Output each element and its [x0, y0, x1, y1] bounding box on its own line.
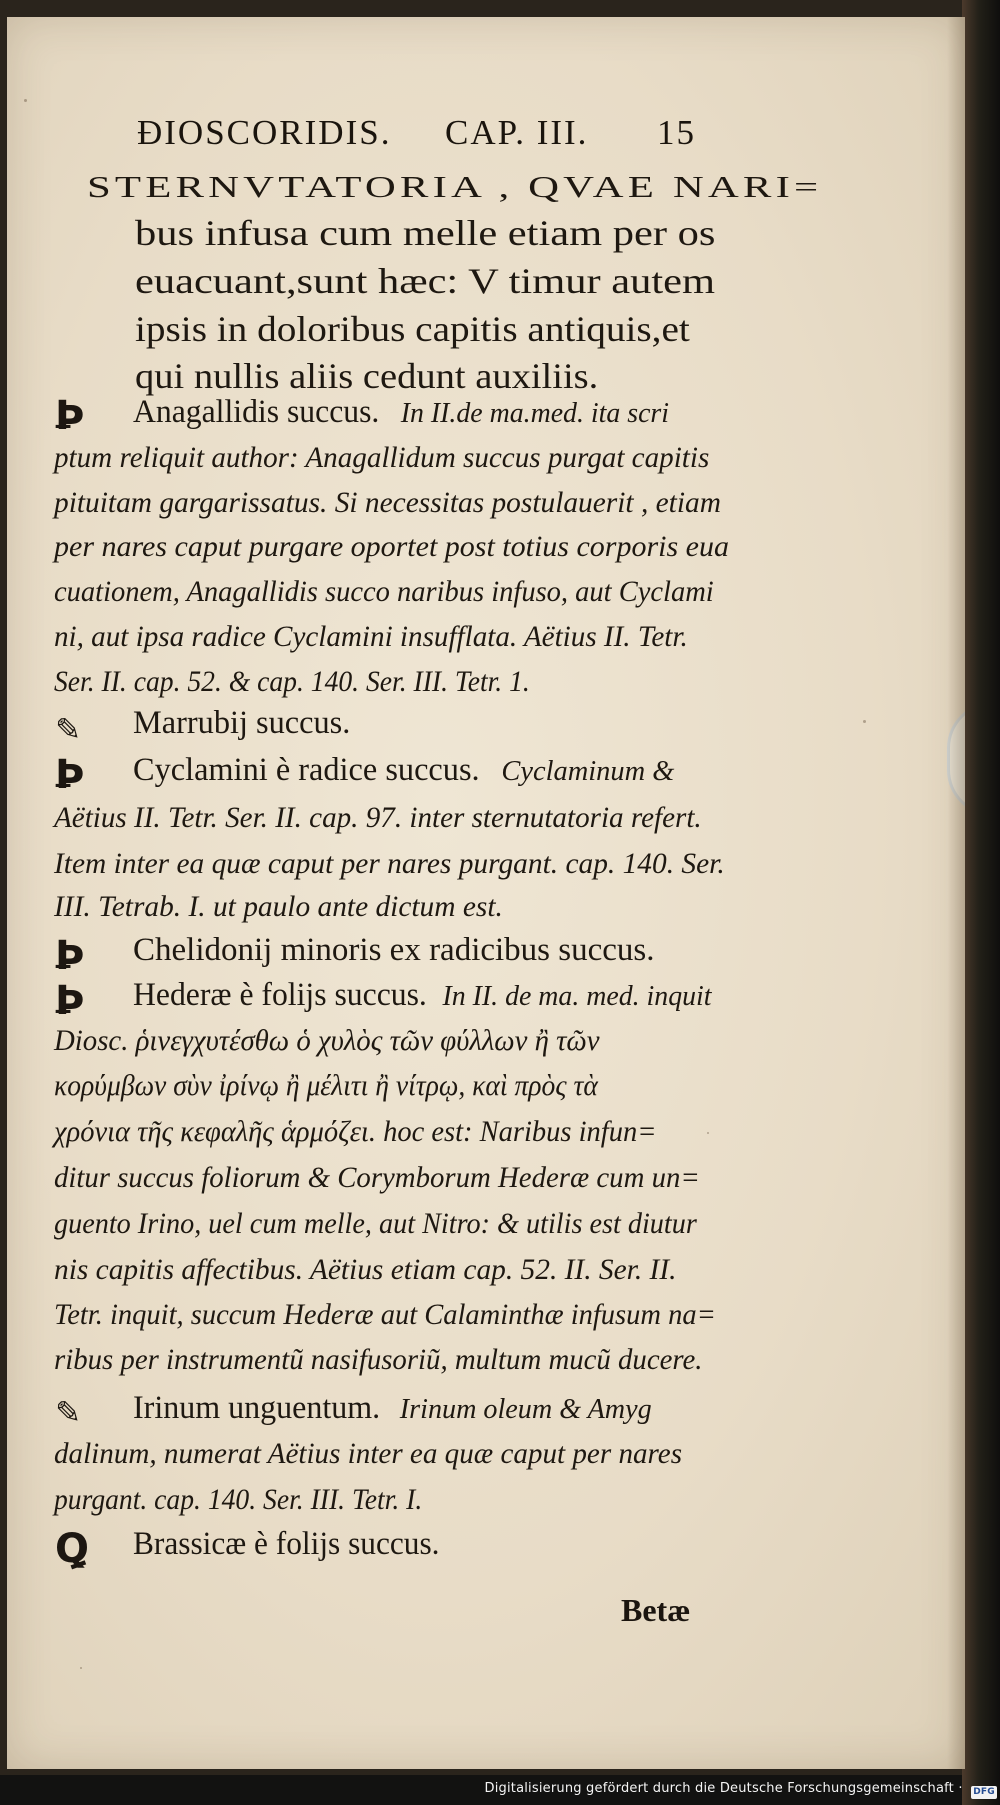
- paper-speck: [80, 1667, 82, 1669]
- paper-speck: [863, 720, 866, 723]
- entry-heading: Cyclamini è radice succus.: [133, 752, 480, 788]
- header-title: ÐIOSCORIDIS.: [137, 113, 392, 152]
- entry-heading: Irinum unguentum.: [133, 1390, 381, 1426]
- alchemical-sign-icon: Ꝧ: [55, 393, 85, 439]
- intro-line: bus infusa cum melle etiam per os: [135, 213, 716, 253]
- entry-note: ni, aut ipsa radice Cyclamini insufflata. Aëtius II. Tetr.: [54, 620, 688, 653]
- entry-note: cuationem, Anagallidis succo naribus infuso, aut Cyclami: [54, 575, 714, 608]
- digitization-footer: [484, 1781, 997, 1799]
- entry-note: Diosc. ῥινεγχυτέσθω ὁ χυλὸς τῶν φύλλων ἢ τῶν: [54, 1024, 600, 1057]
- page-number: 15: [657, 113, 696, 152]
- entry-heading: Anagallidis succus.: [133, 394, 380, 430]
- entry-note: Cyclaminum &: [501, 755, 675, 787]
- scanned-book-page: [7, 17, 965, 1769]
- entry-note: Irinum oleum & Amyg: [399, 1393, 652, 1425]
- entry-line: [133, 977, 712, 1014]
- entry-note: pituitam gargarissatus. Si necessitas postulauerit , etiam: [54, 486, 721, 519]
- paper-speck: [24, 99, 27, 102]
- entry-note: Aëtius II. Tetr. Ser. II. cap. 97. inter sternutatoria refert.: [54, 801, 702, 834]
- intro-line: qui nullis aliis cedunt auxiliis.: [135, 356, 599, 396]
- entry-note: nis capitis affectibus. Aëtius etiam cap. 52. II. Ser. II.: [54, 1253, 677, 1286]
- page-body: [7, 17, 965, 1769]
- alchemical-sign-icon: Ꝗ: [55, 1526, 90, 1572]
- thumb-clip-mark: [947, 702, 965, 816]
- intro-line: STERNVTATORIA , QVAE NARI=: [87, 169, 823, 204]
- entry-note: Ser. II. cap. 52. & cap. 140. Ser. III. Tetr. 1.: [54, 665, 530, 698]
- entry-note: Item inter ea quæ caput per nares purgant. cap. 140. Ser.: [54, 847, 725, 880]
- entry-note: dalinum, numerat Aëtius inter ea quæ caput per nares: [54, 1437, 683, 1470]
- entry-heading: Chelidonij minoris ex radicibus succus.: [133, 932, 655, 968]
- dfg-logo: DFG: [971, 1786, 997, 1799]
- entry-line: [133, 394, 669, 431]
- entry-note: purgant. cap. 140. Ser. III. Tetr. I.: [54, 1483, 423, 1516]
- alchemical-sign-icon: Ꝧ: [55, 752, 85, 798]
- entry-note: III. Tetrab. I. ut paulo ante dictum est.: [54, 890, 503, 923]
- quill-sign-icon: ✎: [55, 712, 81, 748]
- entry-line: [133, 1390, 652, 1427]
- entry-note: ptum reliquit author: Anagallidum succus purgat capitis: [54, 441, 710, 474]
- funding-credit: Digitalisierung gefördert durch die Deutsche Forschungsgemeinschaft: [484, 1781, 954, 1796]
- catchword: Betæ: [621, 1592, 691, 1628]
- alchemical-sign-icon: Ꝧ: [55, 978, 85, 1024]
- entry-note: guento Irino, uel cum melle, aut Nitro: & utilis est diutur: [54, 1207, 697, 1240]
- entry-heading: Marrubij succus.: [133, 705, 351, 741]
- entry-heading: Brassicæ è folijs succus.: [133, 1526, 440, 1562]
- entry-note: In II.de ma.med. ita scri: [400, 397, 670, 429]
- paper-speck: [707, 1132, 709, 1134]
- footer-separator: ·: [958, 1781, 967, 1796]
- entry-note: Tetr. inquit, succum Hederæ aut Calaminthæ infusum na=: [54, 1298, 716, 1331]
- entry-note: In II. de ma. med. inquit: [442, 980, 712, 1012]
- entry-note: χρόνια τῆς κεφαλῆς ἁρμόζει. hoc est: Naribus infun=: [54, 1115, 657, 1148]
- alchemical-sign-icon: Ꝧ: [55, 933, 85, 979]
- quill-sign-icon: ✎: [55, 1395, 81, 1431]
- entry-note: ditur succus foliorum & Corymborum Hederæ cum un=: [54, 1161, 700, 1194]
- intro-line: euacuant,sunt hæc: V timur autem: [135, 261, 716, 301]
- entry-heading: Hederæ è folijs succus.: [133, 977, 427, 1013]
- entry-note: ribus per instrumentũ nasifusoriũ, multum mucũ ducere.: [54, 1343, 703, 1376]
- entry-line: [133, 752, 674, 789]
- entry-note: κορύμβων σὺν ἰρίνῳ ἢ μέλιτι ἢ νίτρῳ, καὶ πρὸς τὰ: [54, 1069, 598, 1102]
- header-chapter: CAP. III.: [445, 113, 589, 152]
- intro-line: ipsis in doloribus capitis antiquis,et: [135, 309, 690, 349]
- entry-note: per nares caput purgare oportet post totius corporis eua: [54, 530, 729, 563]
- book-edge: [962, 0, 1000, 1805]
